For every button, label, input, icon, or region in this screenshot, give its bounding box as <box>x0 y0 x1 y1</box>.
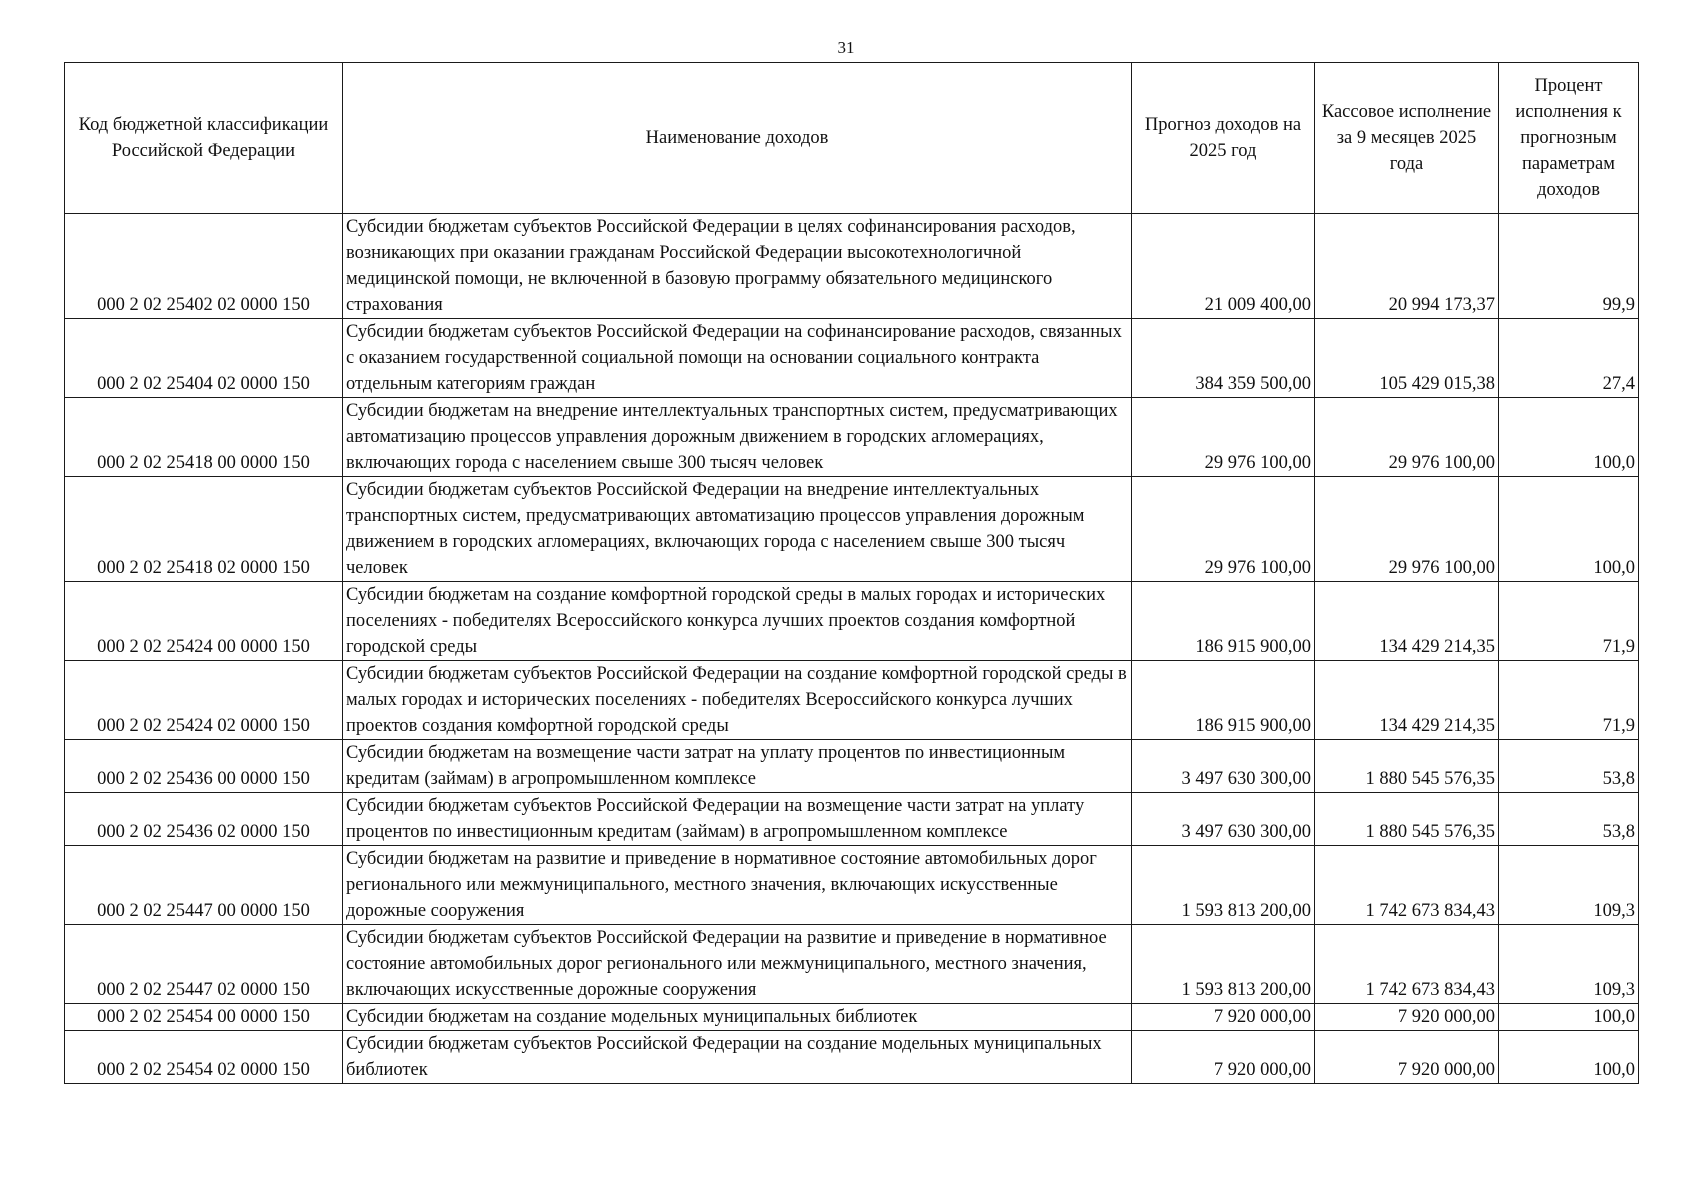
cell-code: 000 2 02 25404 02 0000 150 <box>65 319 343 398</box>
cell-execution: 29 976 100,00 <box>1315 477 1499 582</box>
cell-forecast: 7 920 000,00 <box>1132 1004 1315 1031</box>
cell-percent: 100,0 <box>1499 1004 1639 1031</box>
cell-code: 000 2 02 25436 02 0000 150 <box>65 793 343 846</box>
table-body <box>65 214 1639 1084</box>
table-row <box>65 1004 1639 1031</box>
cell-code: 000 2 02 25424 02 0000 150 <box>65 661 343 740</box>
cell-code: 000 2 02 25418 00 0000 150 <box>65 398 343 477</box>
cell-forecast: 186 915 900,00 <box>1132 661 1315 740</box>
cell-code: 000 2 02 25447 02 0000 150 <box>65 925 343 1004</box>
cell-percent: 27,4 <box>1499 319 1639 398</box>
cell-name: Субсидии бюджетам субъектов Российской Федерации на развитие и приведение в нормативное состояние автомобильных дорог регионального или межмуниципального, местного значения, включающих искусственные дорожные сооружения <box>343 925 1132 1004</box>
header-forecast: Прогноз доходов на 2025 год <box>1132 63 1315 214</box>
cell-execution: 7 920 000,00 <box>1315 1004 1499 1031</box>
revenue-table <box>64 62 1639 1084</box>
cell-code: 000 2 02 25402 02 0000 150 <box>65 214 343 319</box>
table-row <box>65 319 1639 398</box>
cell-execution: 7 920 000,00 <box>1315 1031 1499 1084</box>
cell-forecast: 384 359 500,00 <box>1132 319 1315 398</box>
page-number: 31 <box>837 38 855 57</box>
cell-code: 000 2 02 25436 00 0000 150 <box>65 740 343 793</box>
table-row <box>65 661 1639 740</box>
cell-execution: 1 880 545 576,35 <box>1315 793 1499 846</box>
cell-execution: 29 976 100,00 <box>1315 398 1499 477</box>
cell-percent: 100,0 <box>1499 398 1639 477</box>
table-row <box>65 925 1639 1004</box>
cell-name: Субсидии бюджетам субъектов Российской Федерации на внедрение интеллектуальных транспортных систем, предусматривающих автоматизацию процессов управления дорожным движением в городских агломерациях, включающих города с населением свыше 300 тысяч человек <box>343 477 1132 582</box>
cell-percent: 53,8 <box>1499 740 1639 793</box>
table-header <box>65 63 1639 214</box>
cell-percent: 109,3 <box>1499 846 1639 925</box>
header-code: Код бюджетной классификации Российской Федерации <box>65 63 343 214</box>
table-row <box>65 214 1639 319</box>
cell-forecast: 7 920 000,00 <box>1132 1031 1315 1084</box>
cell-forecast: 21 009 400,00 <box>1132 214 1315 319</box>
cell-percent: 71,9 <box>1499 661 1639 740</box>
cell-percent: 109,3 <box>1499 925 1639 1004</box>
header-execution: Кассовое исполнение за 9 месяцев 2025 года <box>1315 63 1499 214</box>
cell-execution: 20 994 173,37 <box>1315 214 1499 319</box>
cell-name: Субсидии бюджетам на внедрение интеллектуальных транспортных систем, предусматривающих автоматизацию процессов управления дорожным движением в городских агломерациях, включающих города с населением свыше 300 тысяч человек <box>343 398 1132 477</box>
cell-name: Субсидии бюджетам субъектов Российской Федерации на возмещение части затрат на уплату процентов по инвестиционным кредитам (займам) в агропромышленном комплексе <box>343 793 1132 846</box>
cell-name: Субсидии бюджетам на создание комфортной городской среды в малых городах и исторических поселениях - победителях Всероссийского конкурса лучших проектов создания комфортной городской среды <box>343 582 1132 661</box>
cell-name: Субсидии бюджетам на развитие и приведение в нормативное состояние автомобильных дорог регионального или межмуниципального, местного значения, включающих искусственные дорожные сооружения <box>343 846 1132 925</box>
cell-code: 000 2 02 25418 02 0000 150 <box>65 477 343 582</box>
cell-name: Субсидии бюджетам субъектов Российской Федерации на софинансирование расходов, связанных с оказанием государственной социальной помощи на основании социального контракта отдельным категориям граждан <box>343 319 1132 398</box>
cell-forecast: 29 976 100,00 <box>1132 398 1315 477</box>
table-row <box>65 398 1639 477</box>
cell-percent: 71,9 <box>1499 582 1639 661</box>
cell-percent: 100,0 <box>1499 1031 1639 1084</box>
cell-code: 000 2 02 25454 00 0000 150 <box>65 1004 343 1031</box>
cell-execution: 134 429 214,35 <box>1315 661 1499 740</box>
cell-percent: 53,8 <box>1499 793 1639 846</box>
table-row <box>65 740 1639 793</box>
cell-code: 000 2 02 25424 00 0000 150 <box>65 582 343 661</box>
cell-name: Субсидии бюджетам субъектов Российской Федерации на создание комфортной городской среды в малых городах и исторических поселениях - победителях Всероссийского конкурса лучших проектов создания комфортной городской среды <box>343 661 1132 740</box>
table-row <box>65 582 1639 661</box>
cell-forecast: 3 497 630 300,00 <box>1132 793 1315 846</box>
cell-execution: 1 742 673 834,43 <box>1315 925 1499 1004</box>
cell-code: 000 2 02 25447 00 0000 150 <box>65 846 343 925</box>
cell-forecast: 186 915 900,00 <box>1132 582 1315 661</box>
cell-percent: 99,9 <box>1499 214 1639 319</box>
header-row <box>65 63 1639 214</box>
cell-forecast: 1 593 813 200,00 <box>1132 925 1315 1004</box>
cell-execution: 134 429 214,35 <box>1315 582 1499 661</box>
table-row <box>65 1031 1639 1084</box>
cell-name: Субсидии бюджетам на возмещение части затрат на уплату процентов по инвестиционным кредитам (займам) в агропромышленном комплексе <box>343 740 1132 793</box>
table-row <box>65 793 1639 846</box>
cell-execution: 1 880 545 576,35 <box>1315 740 1499 793</box>
cell-forecast: 29 976 100,00 <box>1132 477 1315 582</box>
cell-name: Субсидии бюджетам на создание модельных муниципальных библиотек <box>343 1004 1132 1031</box>
cell-execution: 105 429 015,38 <box>1315 319 1499 398</box>
table-row <box>65 846 1639 925</box>
cell-percent: 100,0 <box>1499 477 1639 582</box>
cell-forecast: 3 497 630 300,00 <box>1132 740 1315 793</box>
cell-name: Субсидии бюджетам субъектов Российской Федерации в целях софинансирования расходов, возникающих при оказании гражданам Российской Федерации высокотехнологичной медицинской помощи, не включенной в базовую программу обязательного медицинского страхования <box>343 214 1132 319</box>
cell-forecast: 1 593 813 200,00 <box>1132 846 1315 925</box>
cell-execution: 1 742 673 834,43 <box>1315 846 1499 925</box>
header-percent: Процент исполнения к прогнозным параметрам доходов <box>1499 63 1639 214</box>
cell-code: 000 2 02 25454 02 0000 150 <box>65 1031 343 1084</box>
table-row <box>65 477 1639 582</box>
header-name: Наименование доходов <box>343 63 1132 214</box>
cell-name: Субсидии бюджетам субъектов Российской Федерации на создание модельных муниципальных библиотек <box>343 1031 1132 1084</box>
